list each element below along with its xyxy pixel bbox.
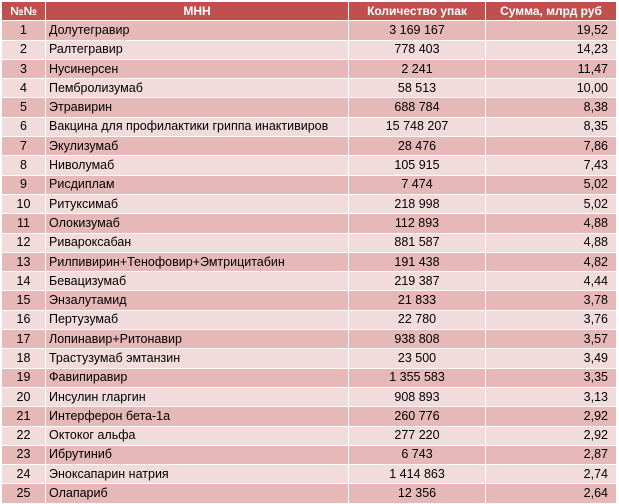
amount: 3,78 [486,291,617,310]
table-row [2,407,617,426]
drug-name: Ибрутиниб [46,445,349,464]
table-row [2,137,617,156]
package-count: 15 748 207 [349,117,486,136]
package-count: 112 893 [349,214,486,233]
row-number: 18 [2,349,46,368]
table-body [2,21,617,503]
table-row [2,465,617,484]
amount: 3,49 [486,349,617,368]
table-row [2,117,617,136]
amount: 8,35 [486,117,617,136]
row-number: 11 [2,214,46,233]
row-number: 14 [2,272,46,291]
amount: 3,57 [486,330,617,349]
header-inn: МНН [46,2,349,21]
header-number: №№ [2,2,46,21]
header-quantity: Количество упак [349,2,486,21]
table-row [2,194,617,213]
package-count: 6 743 [349,445,486,464]
drug-name: Бевацизумаб [46,272,349,291]
package-count: 21 833 [349,291,486,310]
amount: 8,38 [486,98,617,117]
row-number: 7 [2,137,46,156]
package-count: 191 438 [349,252,486,271]
row-number: 8 [2,156,46,175]
drug-name: Экулизумаб [46,137,349,156]
table-row [2,21,617,40]
package-count: 23 500 [349,349,486,368]
table-row [2,387,617,406]
drug-name: Долутегравир [46,21,349,40]
package-count: 1 414 863 [349,465,486,484]
table-row [2,156,617,175]
row-number: 10 [2,194,46,213]
row-number: 21 [2,407,46,426]
drug-name: Эноксапарин натрия [46,465,349,484]
amount: 7,86 [486,137,617,156]
table-row [2,330,617,349]
table-row [2,445,617,464]
amount: 4,88 [486,214,617,233]
drug-name: Октоког альфа [46,426,349,445]
table-row [2,291,617,310]
package-count: 22 780 [349,310,486,329]
table-row [2,272,617,291]
package-count: 881 587 [349,233,486,252]
table-row [2,426,617,445]
drug-name: Лопинавир+Ритонавир [46,330,349,349]
amount: 5,02 [486,194,617,213]
row-number: 1 [2,21,46,40]
drug-name: Олокизумаб [46,214,349,233]
drug-name: Пертузумаб [46,310,349,329]
package-count: 260 776 [349,407,486,426]
row-number: 17 [2,330,46,349]
drug-name: Пембролизумаб [46,79,349,98]
amount: 4,88 [486,233,617,252]
amount: 2,87 [486,445,617,464]
table-row [2,349,617,368]
row-number: 19 [2,368,46,387]
row-number: 20 [2,387,46,406]
drug-ranking-table [1,1,617,504]
drug-name: Олапариб [46,484,349,503]
table-row [2,214,617,233]
package-count: 908 893 [349,387,486,406]
package-count: 3 169 167 [349,21,486,40]
package-count: 218 998 [349,194,486,213]
row-number: 23 [2,445,46,464]
amount: 4,82 [486,252,617,271]
package-count: 778 403 [349,40,486,59]
table-row [2,310,617,329]
drug-name: Инсулин гларгин [46,387,349,406]
row-number: 12 [2,233,46,252]
amount: 10,00 [486,79,617,98]
package-count: 58 513 [349,79,486,98]
row-number: 25 [2,484,46,503]
package-count: 688 784 [349,98,486,117]
package-count: 2 241 [349,59,486,78]
table-row [2,175,617,194]
drug-name: Ритуксимаб [46,194,349,213]
package-count: 938 808 [349,330,486,349]
table-row [2,79,617,98]
drug-name: Ниволумаб [46,156,349,175]
table-row [2,484,617,503]
header-sum: Сумма, млрд руб [486,2,617,21]
table-row [2,40,617,59]
amount: 5,02 [486,175,617,194]
row-number: 24 [2,465,46,484]
table-row [2,59,617,78]
amount: 2,92 [486,407,617,426]
row-number: 3 [2,59,46,78]
amount: 3,76 [486,310,617,329]
row-number: 16 [2,310,46,329]
drug-name: Рисдиплам [46,175,349,194]
package-count: 28 476 [349,137,486,156]
package-count: 7 474 [349,175,486,194]
row-number: 9 [2,175,46,194]
table-row [2,233,617,252]
drug-name: Трастузумаб эмтанзин [46,349,349,368]
row-number: 4 [2,79,46,98]
amount: 4,44 [486,272,617,291]
amount: 7,43 [486,156,617,175]
drug-name: Этравирин [46,98,349,117]
package-count: 219 387 [349,272,486,291]
package-count: 105 915 [349,156,486,175]
package-count: 1 355 583 [349,368,486,387]
drug-name: Фавипиравир [46,368,349,387]
amount: 11,47 [486,59,617,78]
drug-name: Вакцина для профилактики гриппа инактивиров [46,117,349,136]
package-count: 12 356 [349,484,486,503]
row-number: 22 [2,426,46,445]
row-number: 15 [2,291,46,310]
amount: 19,52 [486,21,617,40]
amount: 2,64 [486,484,617,503]
table-header-row [2,2,617,21]
package-count: 277 220 [349,426,486,445]
row-number: 13 [2,252,46,271]
table-row [2,98,617,117]
amount: 14,23 [486,40,617,59]
row-number: 5 [2,98,46,117]
drug-name: Ривароксабан [46,233,349,252]
drug-name: Нусинерсен [46,59,349,78]
table-row [2,252,617,271]
table-row [2,368,617,387]
drug-name: Рилпивирин+Тенофовир+Эмтрицитабин [46,252,349,271]
amount: 2,74 [486,465,617,484]
amount: 3,13 [486,387,617,406]
drug-name: Энзалутамид [46,291,349,310]
row-number: 2 [2,40,46,59]
row-number: 6 [2,117,46,136]
amount: 3,35 [486,368,617,387]
drug-name: Ралтегравир [46,40,349,59]
drug-name: Интерферон бета-1а [46,407,349,426]
amount: 2,92 [486,426,617,445]
